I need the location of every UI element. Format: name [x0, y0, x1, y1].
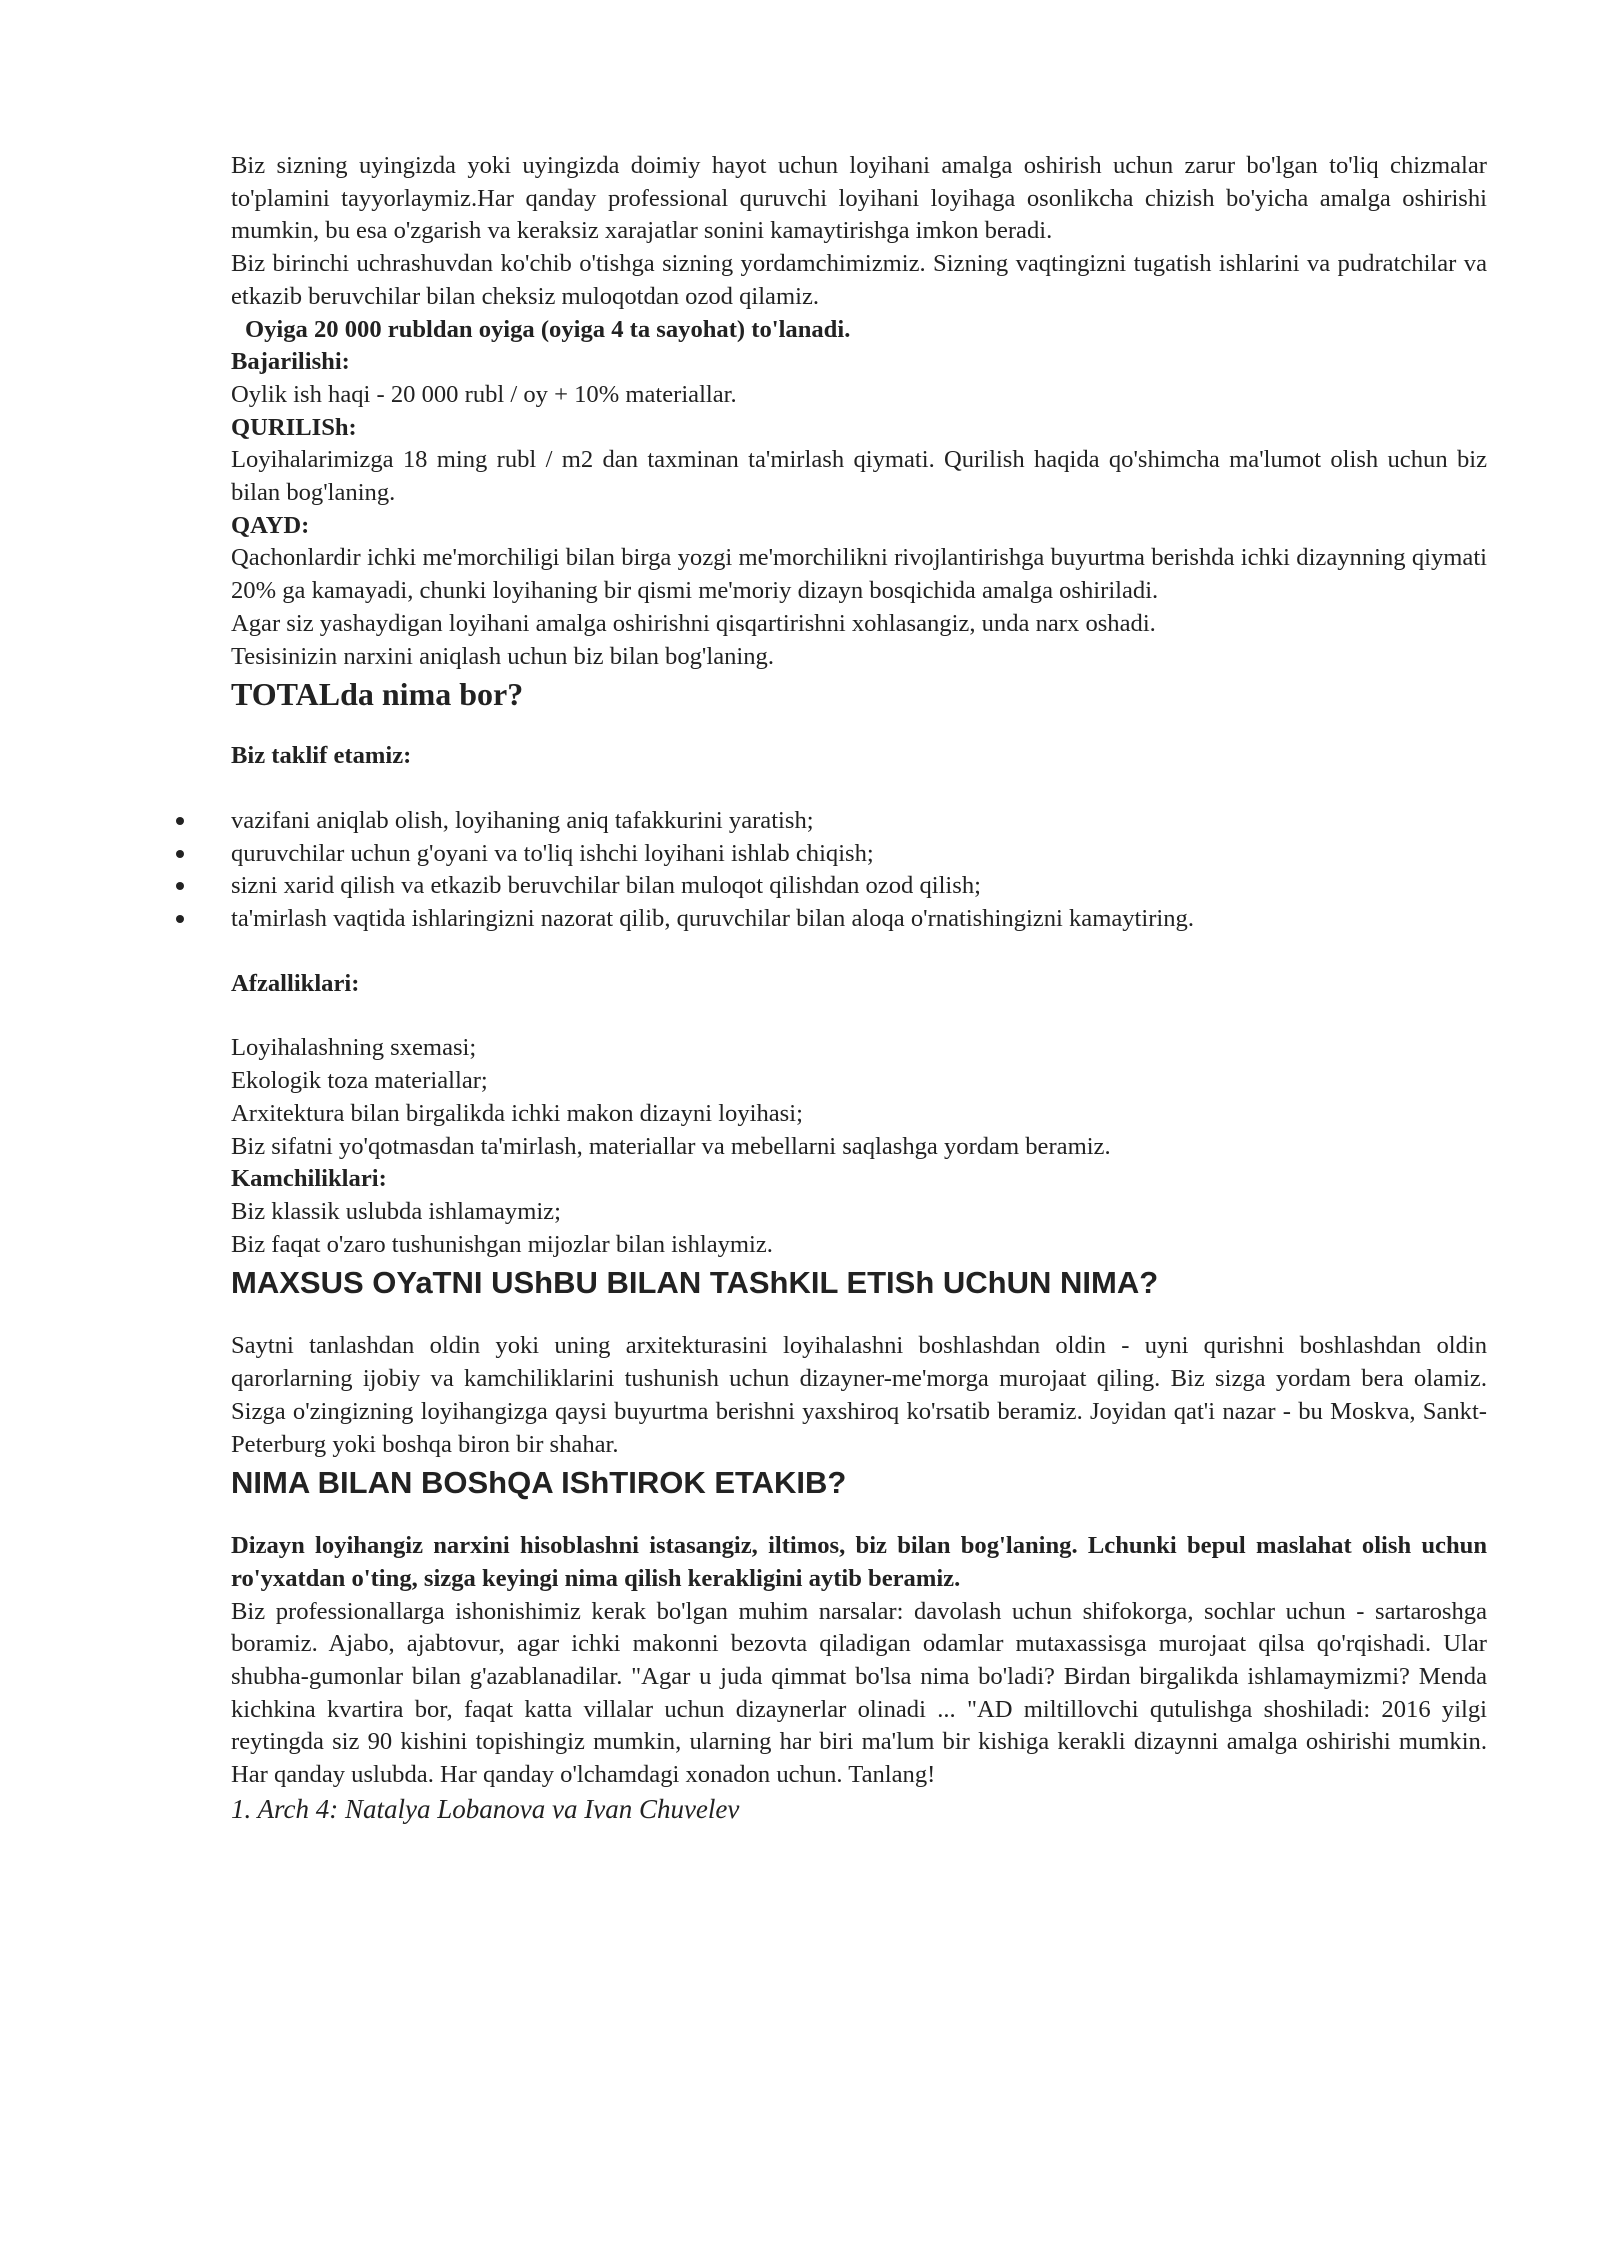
list-item: quruvchilar uchun g'oyani va to'liq ishchi loyihani ishlab chiqish;: [231, 838, 1487, 871]
maxsus-heading: MAXSUS OYaTNI UShBU BILAN TAShKIL ETISh UChUN NIMA?: [231, 1265, 1159, 1301]
bajarilishi-label: Bajarilishi:: [231, 348, 350, 376]
designer-caption: 1. Arch 4: Natalya Lobanova va Ivan Chuvelev: [231, 1793, 740, 1824]
advantages-label: Afzalliklari:: [231, 969, 360, 997]
qurilish-label: QURILISh:: [231, 413, 357, 441]
nima-bold-text: Dizayn loyihangiz narxini hisoblashni istasangiz, iltimos, biz bilan bog'laning. Lchunki bepul maslahat olish uchun ro'yxatdan o'ting, sizga keyingi nima qilish kerakligini aytib beramiz.: [231, 1532, 1487, 1592]
advantage-item: Ekologik toza materiallar;: [231, 1067, 488, 1095]
advantage-item: Arxitektura bilan birgalikda ichki makon dizayni loyihasi;: [231, 1099, 803, 1127]
bullet-icon: [176, 915, 184, 923]
qurilish-text: Loyihalarimizga 18 ming rubl / m2 dan taxminan ta'mirlash qiymati. Qurilish haqida qo'shimcha ma'lumot olish uchun biz bilan bog'laning.: [231, 446, 1487, 507]
advantage-item: Biz sifatni yo'qotmasdan ta'mirlash, materiallar va mebellarni saqlashga yordam beramiz.: [231, 1132, 1111, 1160]
price-line: Oyiga 20 000 rubldan oyiga (oyiga 4 ta sayohat) to'lanadi.: [245, 315, 851, 343]
list-item: sizni xarid qilish va etkazib beruvchilar bilan muloqot qilishdan ozod qilish;: [231, 870, 1487, 903]
qayd-text: Qachonlardir ichki me'morchiligi bilan birga yozgi me'morchilikni rivojlantirishga buyurtma berishda ichki dizaynning qiymati 20% ga kamayadi, chunki loyihaning bir qismi me'moriy dizayn bosqichida amalga oshiriladi.: [231, 544, 1487, 605]
list-item: vazifani aniqlab olish, loyihaning aniq tafakkurini yaratish;: [231, 805, 1487, 838]
disadvantage-item: Biz faqat o'zaro tushunishgan mijozlar bilan ishlaymiz.: [231, 1230, 773, 1258]
list-item: ta'mirlash vaqtida ishlaringizni nazorat qilib, quruvchilar bilan aloqa o'rnatishingizni kamaytiring.: [231, 903, 1487, 936]
offer-list: [231, 805, 1487, 936]
maxsus-text: Saytni tanlashdan oldin yoki uning arxitekturasini loyihalashni boshlashdan oldin - uyni qurishni boshlashdan oldin qarorlarning ijobiy va kamchiliklarini tushunish uchun dizayner-me'morga murojaat qiling. Biz sizga yordam bera olamiz. Sizga o'zingizning loyihangizga qaysi buyurtma berishni yaxshiroq ko'rsatib beramiz. Joyidan qat'i nazar - bu Moskva, Sankt-Peterburg yoki boshqa biron bir shahar.: [231, 1332, 1487, 1458]
disadvantages-label: Kamchiliklari:: [231, 1165, 387, 1193]
bullet-icon: [176, 817, 184, 825]
bajarilishi-text: Oylik ish haqi - 20 000 rubl / oy + 10% materiallar.: [231, 380, 737, 408]
intro-paragraph-1: Biz sizning uyingizda yoki uyingizda doimiy hayot uchun loyihani amalga oshirish uchun zarur bo'lgan to'liq chizmalar to'plamini tayyorlaymiz.Har qanday professional quruvchi loyihani loyihaga osonlikcha chizish bo'yicha amalga oshirishi mumkin, bu esa o'zgarish va keraksiz xarajatlar sonini kamaytirishga imkon beradi.: [231, 152, 1487, 245]
agar-paragraph: Agar siz yashaydigan loyihani amalga oshirishni qisqartirishni xohlasangiz, unda narx oshadi.: [231, 609, 1156, 637]
nima-heading: NIMA BILAN BOShQA IShTIROK ETAKIB?: [231, 1465, 847, 1501]
nima-text: Biz professionallarga ishonishimiz kerak bo'lgan muhim narsalar: davolash uchun shifokorga, sochlar uchun - sartaroshga boramiz. Ajabo, ajabtovur, agar ichki makonni bezovta qiladigan odamlar mutaxassisga murojaat qilsa qo'rqishadi. Ular shubha-gumonlar bilan g'azablanadilar. "Agar u juda qimmat bo'lsa nima bo'ladi? Birdan birgalikda ishlamaymizmi? Menda kichkina kvartira bor, faqat katta villalar uchun dizaynerlar olinadi ... "AD miltillovchi qutulishga shoshiladi: 2016 yilgi reytingda siz 90 kishini topishingiz mumkin, ularning har biri ma'lum bir kishiga kerakli dizaynni amalga oshirishi mumkin. Har qanday uslubda. Har qanday o'lchamdagi xonadon uchun. Tanlang!: [231, 1597, 1487, 1789]
bullet-icon: [176, 882, 184, 890]
intro-paragraph-2: Biz birinchi uchrashuvdan ko'chib o'tishga sizning yordamchimizmiz. Sizning vaqtingizni tugatish ishlarini va pudratchilar va etkazib beruvchilar bilan cheksiz muloqotdan ozod qilamiz.: [231, 250, 1487, 310]
tesis-paragraph: Tesisinizin narxini aniqlash uchun biz bilan bog'laning.: [231, 642, 774, 670]
document-page: [231, 150, 1487, 1826]
offer-label: Biz taklif etamiz:: [231, 742, 412, 770]
total-heading: TOTALda nima bor?: [231, 676, 524, 713]
disadvantage-item: Biz klassik uslubda ishlamaymiz;: [231, 1197, 561, 1225]
advantage-item: Loyihalashning sxemasi;: [231, 1034, 477, 1062]
bullet-icon: [176, 850, 184, 858]
qayd-label: QAYD:: [231, 511, 310, 539]
